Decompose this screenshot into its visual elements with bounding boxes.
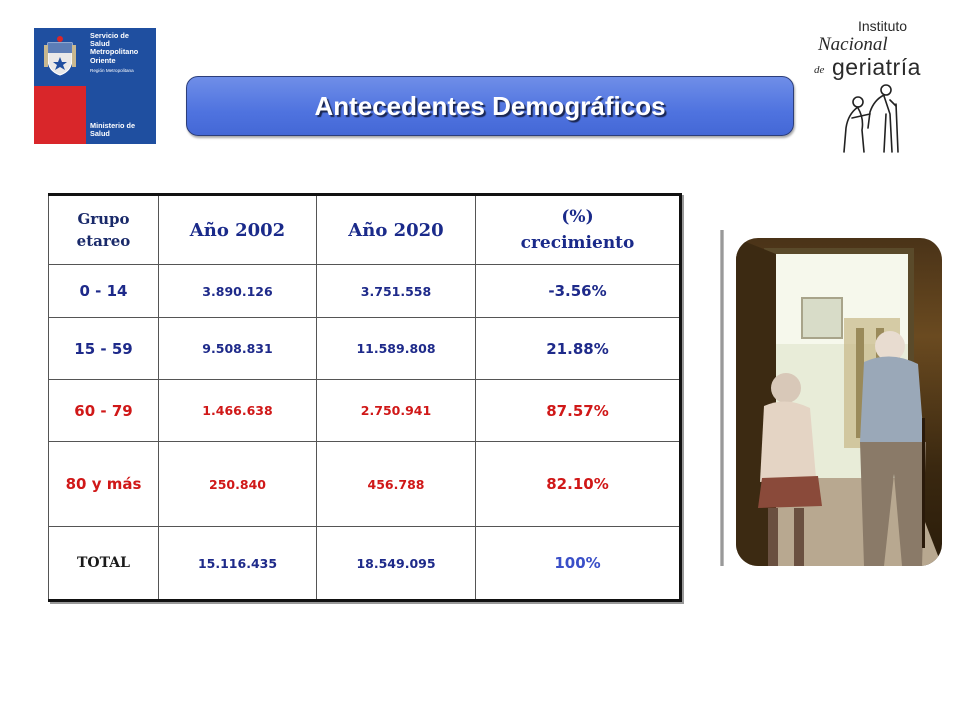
gov-line-1: Servicio de — [90, 31, 129, 40]
header-group — [49, 195, 159, 265]
table-row — [49, 318, 681, 380]
gov-logo-text — [86, 28, 156, 144]
gov-region: Región Metropolitana — [90, 67, 134, 73]
header-year-2002: Año 2002 — [159, 195, 317, 265]
cell-2002: 250.840 — [159, 442, 317, 527]
gov-line-4: Oriente — [90, 55, 116, 65]
elderly-couple-photo — [736, 238, 942, 566]
photo-divider — [720, 230, 724, 566]
table-row — [49, 442, 681, 527]
table-row — [49, 380, 681, 442]
cell-2020: 11.589.808 — [317, 318, 476, 380]
cell-2020: 2.750.941 — [317, 380, 476, 442]
institute-line-2: Nacional — [818, 34, 888, 55]
ministry-line-2: Salud — [90, 128, 110, 138]
cell-2002: 3.890.126 — [159, 265, 317, 318]
table-header-row — [49, 195, 681, 265]
cell-2002: 1.466.638 — [159, 380, 317, 442]
cell-group: 0 - 14 — [49, 265, 159, 318]
title-bar — [186, 76, 794, 136]
table-row-total — [49, 527, 681, 601]
institute-line-1: Instituto — [858, 18, 908, 34]
cell-growth: 87.57% — [476, 380, 681, 442]
institute-logo — [812, 18, 932, 156]
page-title: Antecedentes Demográficos — [314, 90, 666, 121]
header-group-line-2: etareo — [76, 232, 131, 250]
flag-emblem — [34, 28, 86, 144]
elderly-figures-icon — [840, 84, 910, 154]
cell-growth: 100% — [476, 527, 681, 601]
header-growth — [476, 195, 681, 265]
ministry-line-1: Ministerio de — [90, 120, 136, 130]
institute-line-3: de — [814, 64, 825, 76]
gov-ministry — [90, 122, 152, 138]
cell-group: 60 - 79 — [49, 380, 159, 442]
cell-growth: -3.56% — [476, 265, 681, 318]
cell-group: 15 - 59 — [49, 318, 159, 380]
header-year-2020: Año 2020 — [317, 195, 476, 265]
cell-2002: 9.508.831 — [159, 318, 317, 380]
header-growth-line-1: (%) — [561, 207, 594, 227]
institute-line-4: geriatría — [832, 54, 921, 80]
gov-logo — [34, 28, 156, 144]
gov-line-2: Salud — [90, 39, 110, 49]
coat-of-arms-icon — [40, 35, 80, 79]
header-group-line-1: Grupo — [77, 210, 130, 228]
cell-growth: 82.10% — [476, 442, 681, 527]
cell-2020: 18.549.095 — [317, 527, 476, 601]
cell-group: TOTAL — [49, 527, 159, 601]
cell-2020: 456.788 — [317, 442, 476, 527]
cell-2002: 15.116.435 — [159, 527, 317, 601]
header-growth-line-2: crecimiento — [520, 233, 635, 253]
table-row — [49, 265, 681, 318]
cell-2020: 3.751.558 — [317, 265, 476, 318]
demographics-table — [48, 193, 682, 602]
cell-group: 80 y más — [49, 442, 159, 527]
cell-growth: 21.88% — [476, 318, 681, 380]
gov-line-3: Metropolitano — [90, 47, 139, 57]
